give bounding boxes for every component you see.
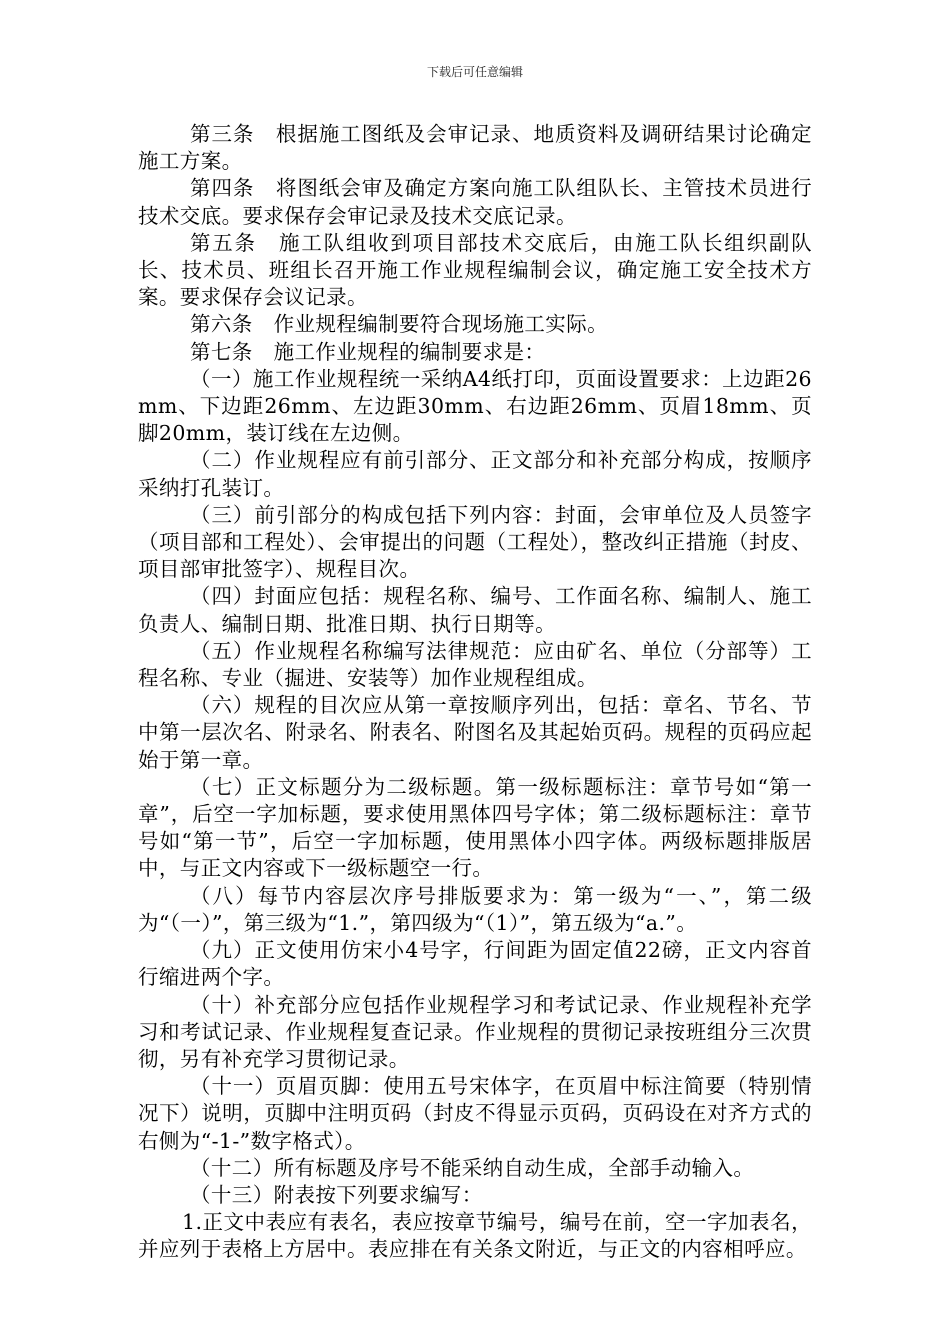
subitem-1-paragraph: 1.正文中表应有表名，表应按章节编号，编号在前，空一字加表名，并应列于表格上方居中。表应排在有关条文附近，与正文的内容相呼应。 [138, 1210, 812, 1262]
item-2-paragraph: （二）作业规程应有前引部分、正文部分和补充部分构成，按顺序采纳打孔装订。 [138, 448, 812, 500]
item-12-paragraph: （十二）所有标题及序号不能采纳自动生成，全部手动输入。 [190, 1155, 755, 1180]
page-header: 下载后可任意编辑 [426, 65, 523, 79]
item-10-paragraph: （十）补充部分应包括作业规程学习和考试记录、作业规程补充学习和考试记录、作业规程复查记录。作业规程的贯彻记录按班组分三次贯彻，另有补充学习贯彻记录。 [138, 992, 812, 1071]
article-4-paragraph: 第四条 将图纸会审及确定方案向施工队组队长、主管技术员进行技术交底。要求保存会审记录及技术交底记录。 [138, 176, 812, 228]
article-5-paragraph: 第五条 施工队组收到项目部技术交底后，由施工队长组织副队长、技术员、班组长召开施工作业规程编制会议，确定施工安全技术方案。要求保存会议记录。 [138, 230, 812, 310]
item-7-paragraph: （七）正文标题分为二级标题。第一级标题标注：章节号如“第一章”，后空一字加标题，要求使用黑体四号字体；第二级标题标注：章节号如“第一节”，后空一字加标题，使用黑体小四字体。两级标题排版居中，与正文内容或下一级标题空一行。 [138, 774, 812, 881]
item-9-paragraph: （九）正文使用仿宋小4号字，行间距为固定值22磅，正文内容首行缩进两个字。 [138, 938, 812, 990]
item-11-paragraph: （十一）页眉页脚：使用五号宋体字，在页眉中标注简要（特别情况下）说明，页脚中注明页码（封皮不得显示页码，页码设在对齐方式的右侧为“-1-”数字格式）。 [138, 1074, 812, 1153]
article-3-paragraph: 第三条 根据施工图纸及会审记录、地质资料及调研结果讨论确定施工方案。 [138, 122, 812, 174]
item-3-paragraph: （三）前引部分的构成包括下列内容：封面，会审单位及人员签字（项目部和工程处）、会审提出的问题（工程处），整改纠正措施（封皮、项目部审批签字）、规程目次。 [138, 502, 812, 582]
item-5-paragraph: （五）作业规程名称编写法律规范：应由矿名、单位（分部等）工程名称、专业（掘进、安装等）加作业规程组成。 [138, 638, 812, 691]
item-4-paragraph: （四）封面应包括：规程名称、编号、工作面名称、编制人、施工负责人、编制日期、批准日期、执行日期等。 [138, 584, 812, 636]
item-8-paragraph: （八）每节内容层次序号排版要求为：第一级为“一、”，第二级为“（一）”，第三级为“1.”，第四级为“（1）”，第五级为“a.”。 [138, 883, 812, 935]
article-6-paragraph: 第六条 作业规程编制要符合现场施工实际。 [190, 312, 608, 337]
item-6-paragraph: （六）规程的目次应从第一章按顺序列出，包括：章名、节名、节中第一层次名、附录名、附表名、附图名及其起始页码。规程的页码应起始于第一章。 [138, 693, 812, 772]
item-1-paragraph: （一）施工作业规程统一采纳A4纸打印，页面设置要求：上边距26mm、下边距26mm、左边距30mm、右边距26mm、页眉18mm、页脚20mm，装订线在左边侧。 [138, 366, 812, 446]
item-13-paragraph: （十三）附表按下列要求编写： [190, 1182, 483, 1207]
document-body [138, 121, 812, 1264]
article-7-paragraph: 第七条 施工作业规程的编制要求是： [190, 339, 546, 364]
